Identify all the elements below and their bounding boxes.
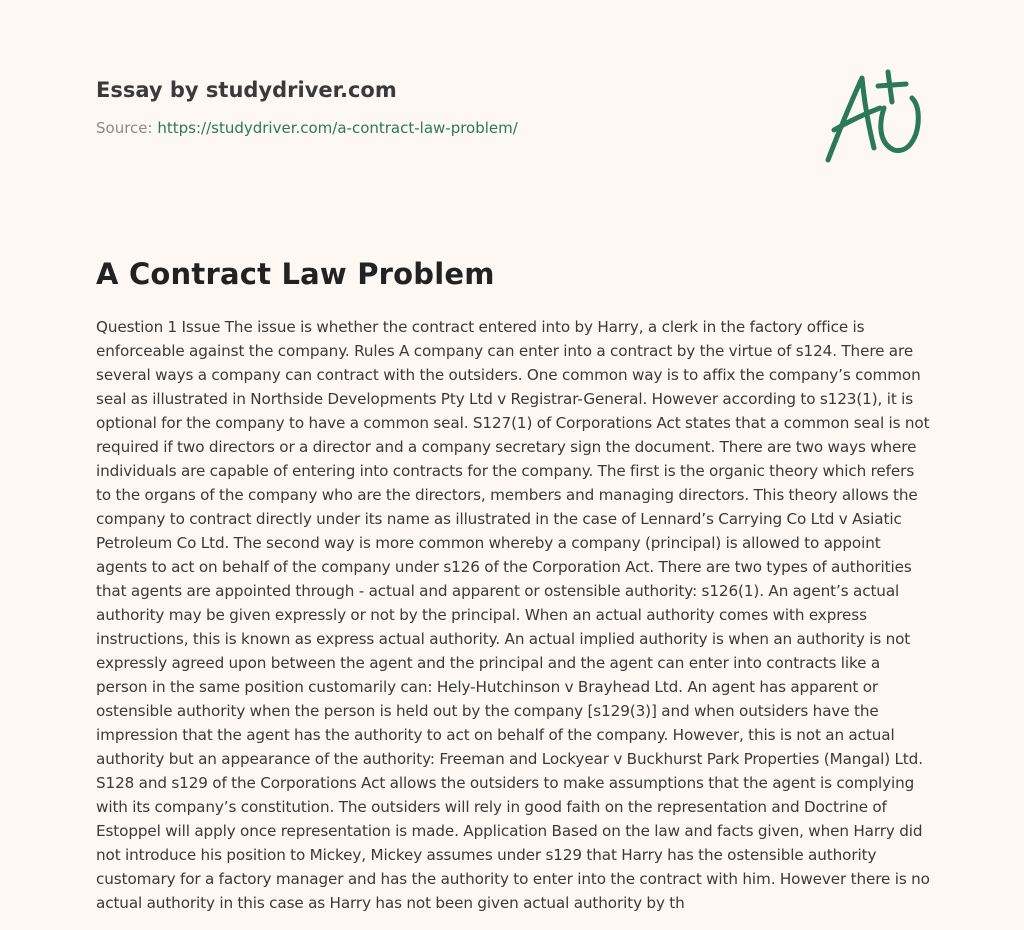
document-body: Question 1 Issue The issue is whether the contract entered into by Harry, a clerk in the factory office is enforceable against the company. Rules A company can enter into a contract by the virtue of s124. There are several ways a company can contract with the outsiders. One common way is to affix the company’s common seal as illustrated in Northside Developments Pty Ltd v Registrar-General. However according to s123(1), it is optional for the company to have a common seal. S127(1) of Corporations Act states that a common seal is not required if two directors or a director and a company secretary sign the document. There are two ways where individuals are capable of entering into contracts for the company. The first is the organic theory which refers to the organs of the company who are the directors, members and managing directors. This theory allows the company to contract directly under its name as illustrated in the case of Lennard’s Carrying Co Ltd v Asiatic Petroleum Co Ltd. The second way is more common whereby a company (principal) is allowed to appoint agents to act on behalf of the company under s126 of the Corporation Act. There are two types of authorities that agents are appointed through - actual and apparent or ostensible authority: s126(1). An agent’s actual authority may be given expressly or not by the principal. When an actual authority comes with express instructions, this is known as express actual authority. An actual implied authority is when an authority is not expressly agreed upon between the agent and the principal and the agent can enter into contracts like a person in the same position customarily can: Hely-Hutchinson v Brayhead Ltd. An agent has apparent or ostensible authority when the person is held out by the company [s129(3)] and when outsiders have the impression that the agent has the authority to act on behalf of the company. However, this is not an actual authority but an appearance of the authority: Freeman and Lockyear v Buckhurst Park Properties (Mangal) Ltd. S128 and s129 of the Corporations Act allows the outsiders to make assumptions that the agent is complying with its company’s constitution. The outsiders will rely in good faith on the representation and Doctrine of Estoppel will apply once representation is made. Application Based on the law and facts given, when Harry did not introduce his position to Mickey, Mickey assumes under s129 that Harry has the ostensible authority customary for a factory manager and has the authority to enter into the contract with him. However there is no actual authority in this case as Harry has not been given actual authority by th	[96, 318, 930, 912]
site-title: Essay by studydriver.com	[96, 78, 397, 102]
source-line	[96, 118, 796, 138]
document-title: A Contract Law Problem	[96, 257, 495, 291]
source-link[interactable]: https://studydriver.com/a-contract-law-problem/	[157, 119, 518, 137]
source-label: Source:	[96, 119, 153, 137]
essay-header	[96, 74, 796, 138]
a-plus-logo-icon	[818, 64, 930, 168]
